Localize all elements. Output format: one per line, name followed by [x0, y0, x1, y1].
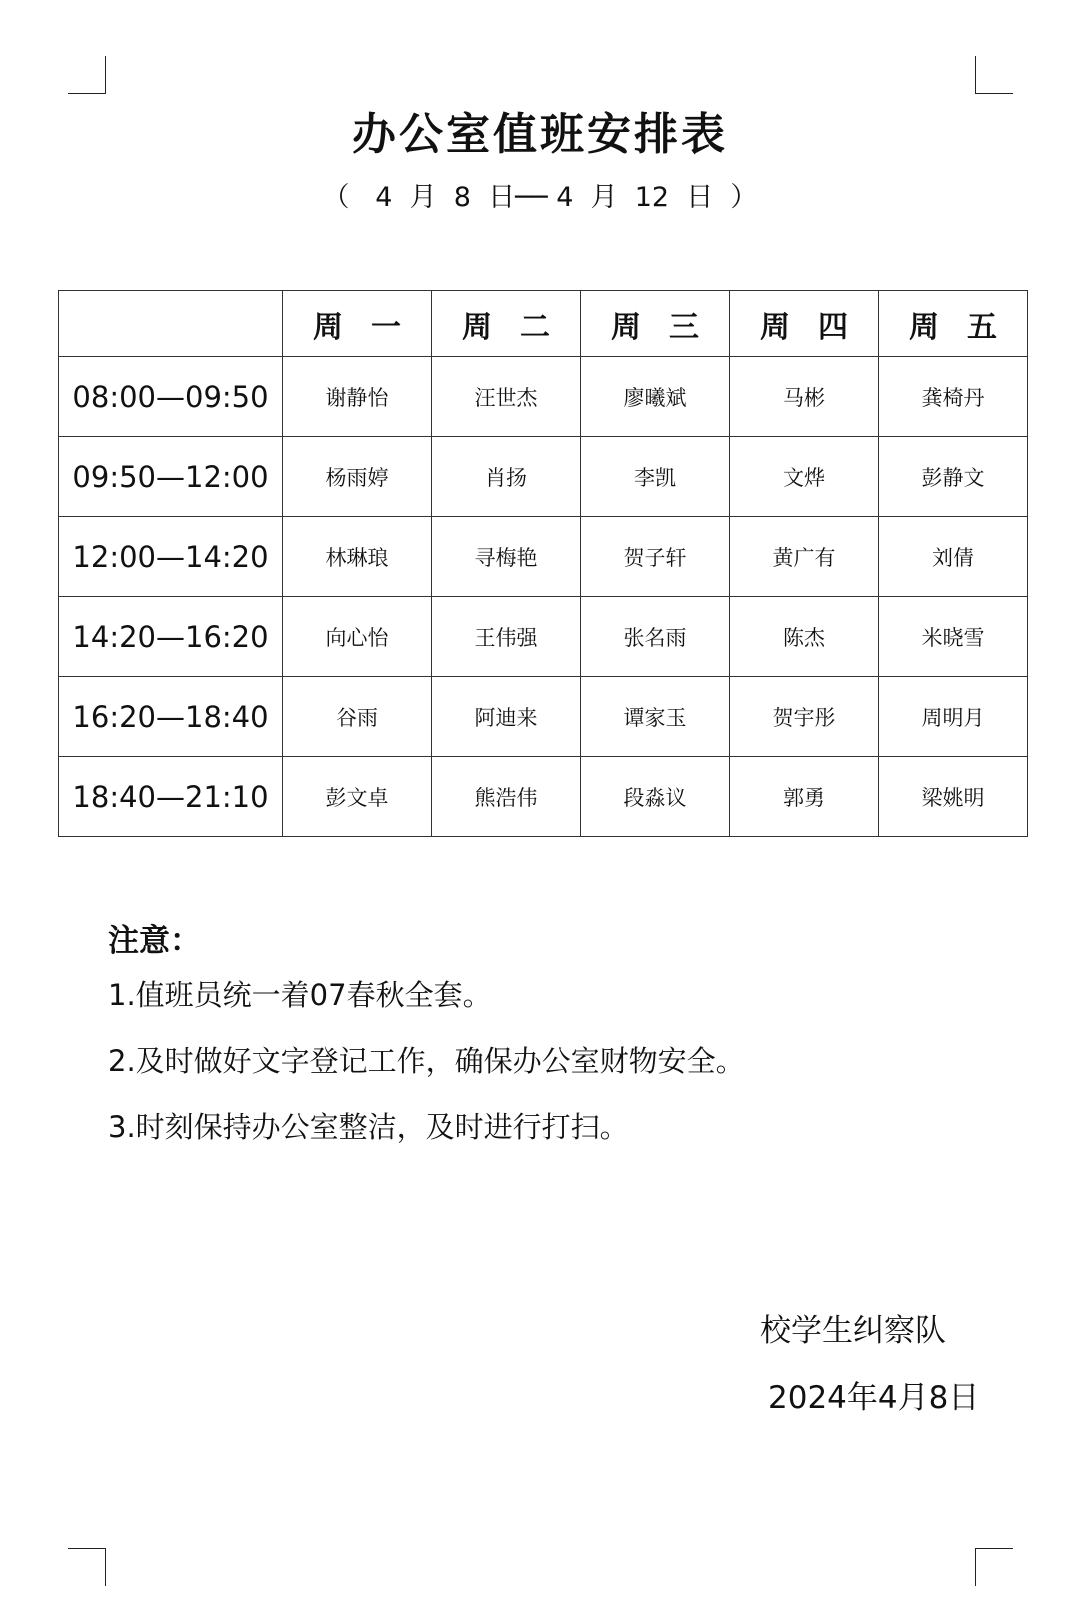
time-slot-cell: 16:20—18:40: [59, 677, 283, 757]
duty-person-cell: 黄广有: [730, 517, 879, 597]
duty-person-cell: 陈杰: [730, 597, 879, 677]
crop-mark-bottom-right: [975, 1548, 1013, 1586]
duty-person-cell: 文烨: [730, 437, 879, 517]
crop-mark-top-left: [68, 56, 106, 94]
notes-heading: 注意：: [108, 923, 201, 959]
duty-person-cell: 谢静怡: [283, 357, 432, 437]
table-row: [59, 357, 1028, 437]
notes-section: [108, 915, 745, 1173]
duty-person-cell: 杨雨婷: [283, 437, 432, 517]
table-row: [59, 677, 1028, 757]
duty-person-cell: 张名雨: [581, 597, 730, 677]
time-slot-cell: 12:00—14:20: [59, 517, 283, 597]
duty-person-cell: 林琳琅: [283, 517, 432, 597]
signature-organization: 校学生纠察队: [760, 1313, 946, 1349]
crop-mark-bottom-left: [68, 1548, 106, 1586]
duty-person-cell: 王伟强: [432, 597, 581, 677]
crop-mark-top-right: [975, 56, 1013, 94]
header-day-friday: 周五: [879, 291, 1028, 357]
duty-person-cell: 梁姚明: [879, 757, 1028, 837]
duty-schedule-table: [58, 290, 1028, 837]
table-header-row: [59, 291, 1028, 357]
duty-person-cell: 谭家玉: [581, 677, 730, 757]
note-item: 3.时刻保持办公室整洁，及时进行打扫。: [108, 1110, 629, 1144]
duty-person-cell: 刘倩: [879, 517, 1028, 597]
document-title: 办公室值班安排表: [352, 109, 728, 160]
duty-person-cell: 肖扬: [432, 437, 581, 517]
header-day-tuesday: 周二: [432, 291, 581, 357]
duty-person-cell: 李凯: [581, 437, 730, 517]
duty-person-cell: 彭文卓: [283, 757, 432, 837]
table-row: [59, 597, 1028, 677]
time-slot-cell: 14:20—16:20: [59, 597, 283, 677]
duty-person-cell: 贺宇彤: [730, 677, 879, 757]
duty-person-cell: 寻梅艳: [432, 517, 581, 597]
duty-person-cell: 熊浩伟: [432, 757, 581, 837]
duty-person-cell: 马彬: [730, 357, 879, 437]
table-row: [59, 517, 1028, 597]
duty-person-cell: 龚椅丹: [879, 357, 1028, 437]
time-slot-cell: 09:50—12:00: [59, 437, 283, 517]
duty-person-cell: 阿迪来: [432, 677, 581, 757]
duty-person-cell: 谷雨: [283, 677, 432, 757]
duty-person-cell: 彭静文: [879, 437, 1028, 517]
duty-person-cell: 廖曦斌: [581, 357, 730, 437]
duty-person-cell: 郭勇: [730, 757, 879, 837]
signature-date: 2024年4月8日: [768, 1380, 980, 1416]
note-item: 1.值班员统一着07春秋全套。: [108, 978, 492, 1012]
duty-person-cell: 汪世杰: [432, 357, 581, 437]
header-day-wednesday: 周三: [581, 291, 730, 357]
table-row: [59, 757, 1028, 837]
duty-person-cell: 周明月: [879, 677, 1028, 757]
duty-person-cell: 段淼议: [581, 757, 730, 837]
duty-person-cell: 米晓雪: [879, 597, 1028, 677]
duty-person-cell: 向心怡: [283, 597, 432, 677]
header-corner-cell: [59, 291, 283, 357]
duty-person-cell: 贺子轩: [581, 517, 730, 597]
time-slot-cell: 18:40—21:10: [59, 757, 283, 837]
header-day-thursday: 周四: [730, 291, 879, 357]
note-item: 2.及时做好文字登记工作，确保办公室财物安全。: [108, 1044, 745, 1078]
table-row: [59, 437, 1028, 517]
header-day-monday: 周一: [283, 291, 432, 357]
date-range: （ 4 月 8 日── 4 月 12 日 ）: [322, 182, 758, 213]
time-slot-cell: 08:00—09:50: [59, 357, 283, 437]
